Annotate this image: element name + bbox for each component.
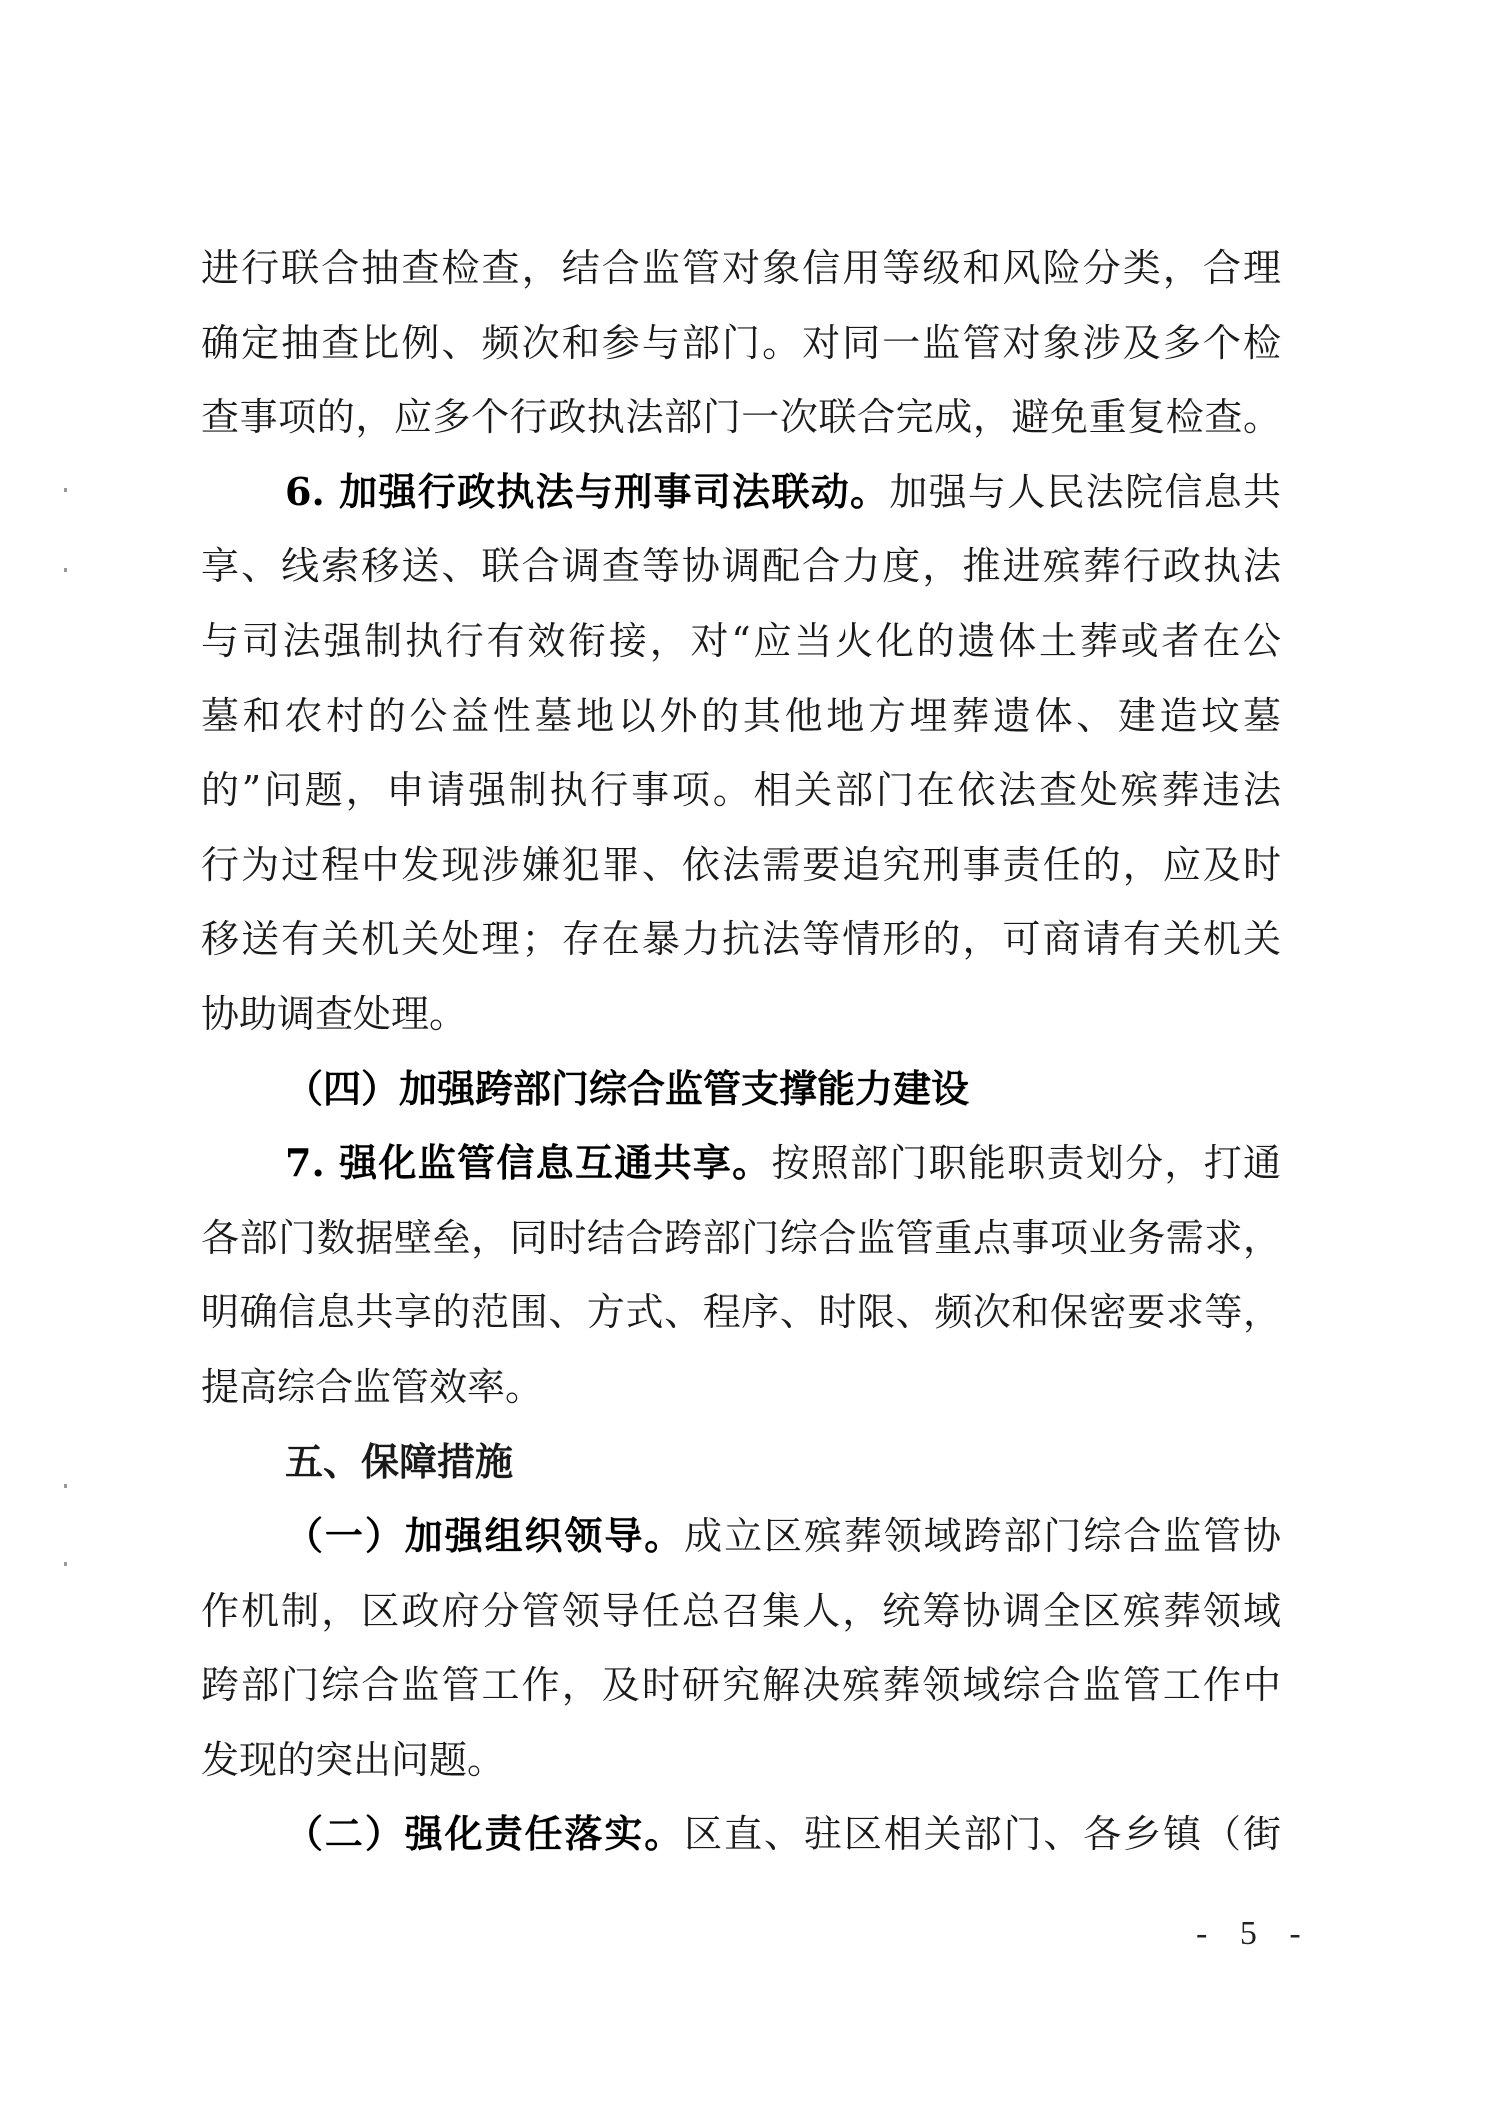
bold-lead-text: 7. 强化监管信息互通共享。	[285, 1140, 772, 1186]
text-line	[201, 604, 1281, 679]
scan-mark	[64, 568, 67, 572]
bold-lead-text: 6. 加强行政执法与刑事司法联动。	[285, 468, 890, 514]
line-text: 墓和农村的公益性墓地以外的其他地方埋葬遗体、建造坟墓	[201, 693, 1281, 738]
scan-mark	[64, 1484, 67, 1488]
text-line	[201, 753, 1281, 828]
text-line	[201, 306, 1281, 381]
line-text: 的”问题，申请强制执行事项。相关部门在依法查处殡葬违法	[201, 768, 1281, 813]
text-line	[201, 977, 1281, 1052]
text-line	[201, 1723, 1281, 1798]
line-text: 协助调查处理。	[201, 991, 468, 1036]
text-line	[201, 1499, 1281, 1574]
line-text: 作机制，区政府分管领导任总召集人，统筹协调全区殡葬领域	[201, 1588, 1281, 1633]
line-text: 进行联合抽查检查，结合监管对象信用等级和风险分类，合理	[201, 246, 1281, 290]
line-text: 区直、驻区相关部门、各乡镇（街	[684, 1812, 1281, 1857]
text-line	[201, 902, 1281, 977]
text-line	[201, 1126, 1281, 1201]
line-text: 享、线索移送、联合调查等协调配合力度，推进殡葬行政执法	[201, 544, 1281, 589]
document-body	[201, 231, 1281, 1872]
bold-lead-text: （四）加强跨部门综合监管支撑能力建设	[285, 1065, 970, 1111]
text-line	[201, 529, 1281, 604]
text-line	[201, 1201, 1281, 1276]
line-text: 行为过程中发现涉嫌犯罪、依法需要追究刑事责任的，应及时	[201, 842, 1281, 887]
line-text: 与司法强制执行有效衔接，对“应当火化的遗体土葬或者在公	[201, 618, 1281, 663]
text-line	[201, 679, 1281, 754]
scan-mark	[64, 1562, 67, 1566]
text-line	[201, 455, 1281, 530]
section-heading	[201, 1052, 1281, 1127]
line-text: 五、保障措施	[285, 1438, 514, 1484]
text-line	[201, 1275, 1281, 1350]
line-text: 查事项的，应多个行政执法部门一次联合完成，避免重复检查。	[201, 395, 1281, 440]
text-line	[201, 828, 1281, 903]
line-text: 明确信息共享的范围、方式、程序、时限、频次和保密要求等，	[201, 1290, 1281, 1335]
scan-mark	[64, 488, 67, 492]
page-number: - 5 -	[1196, 1915, 1313, 1952]
line-text: 加强与人民法院信息共	[889, 469, 1281, 514]
text-line	[201, 380, 1281, 455]
line-text: 成立区殡葬领域跨部门综合监管协	[684, 1514, 1281, 1559]
text-line	[201, 231, 1281, 306]
line-text: 按照部门职能职责划分，打通	[771, 1141, 1281, 1186]
line-text: 提高综合监管效率。	[201, 1364, 544, 1409]
text-line	[201, 1574, 1281, 1649]
text-line	[201, 1797, 1281, 1872]
bold-lead-text: （二）强化责任落实。	[285, 1811, 685, 1857]
line-text: 移送有关机关处理；存在暴力抗法等情形的，可商请有关机关	[201, 917, 1281, 962]
bold-lead-text: （一）加强组织领导。	[285, 1513, 685, 1559]
line-text: 发现的突出问题。	[201, 1737, 506, 1782]
line-text: 跨部门综合监管工作，及时研究解决殡葬领域综合监管工作中	[201, 1663, 1281, 1708]
line-text: 各部门数据壁垒，同时结合跨部门综合监管重点事项业务需求，	[201, 1215, 1281, 1260]
line-text: 确定抽查比例、频次和参与部门。对同一监管对象涉及多个检	[201, 320, 1281, 365]
text-line	[201, 1350, 1281, 1425]
section-heading	[201, 1425, 1281, 1500]
text-line	[201, 1648, 1281, 1723]
